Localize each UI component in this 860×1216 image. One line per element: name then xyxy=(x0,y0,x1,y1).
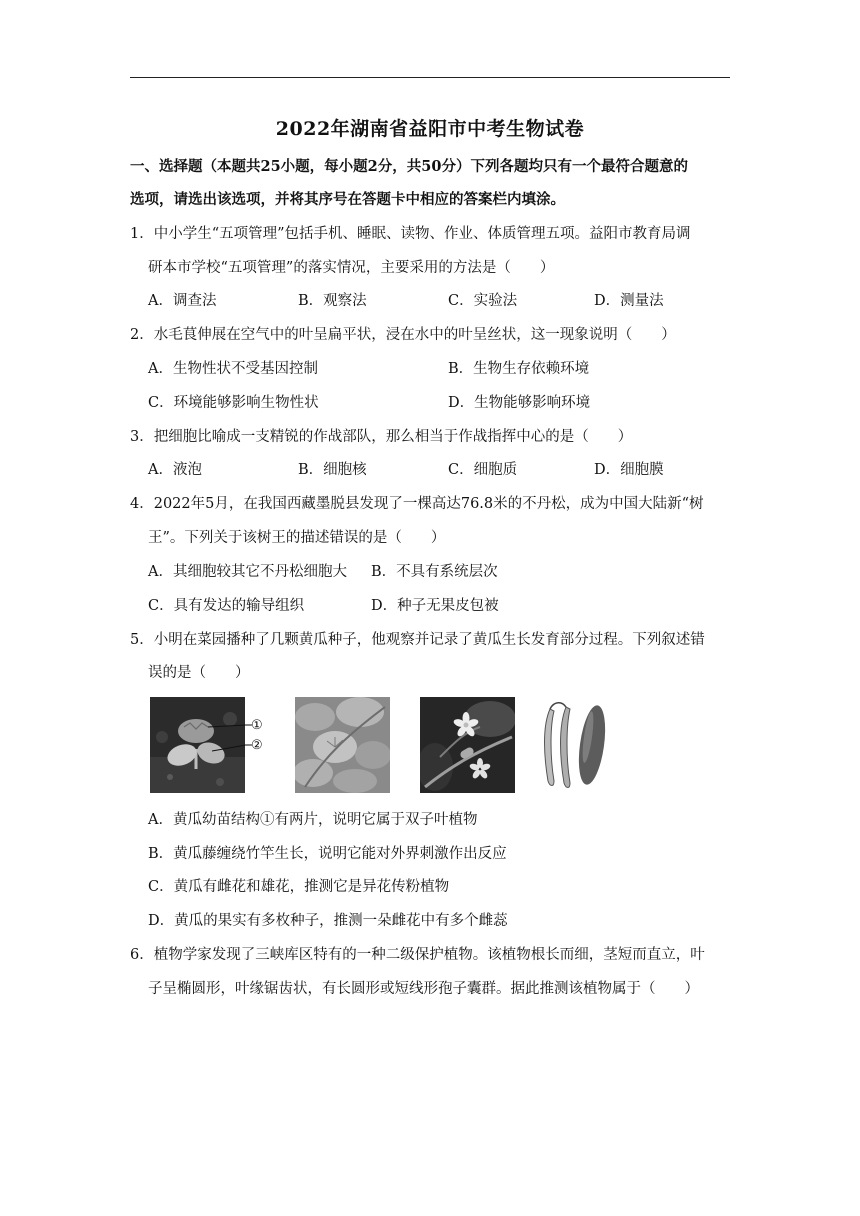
q1-option-c[interactable]: C．实验法 xyxy=(448,293,518,309)
q5-option-b[interactable]: B．黄瓜藤缠绕竹竿生长，说明它能对外界刺激作出反应 xyxy=(148,846,507,862)
q3-option-b[interactable]: B．细胞核 xyxy=(298,462,367,478)
q4-option-a[interactable]: A．其细胞较其它不丹松细胞大 xyxy=(148,564,347,580)
q1-option-d[interactable]: D．测量法 xyxy=(594,293,664,309)
q1-stem-line1: 1．中小学生“五项管理”包括手机、睡眠、读物、作业、体质管理五项。益阳市教育局调 xyxy=(130,226,691,242)
q4-option-d[interactable]: D．种子无果皮包被 xyxy=(371,598,499,614)
q6-stem-line2: 子呈椭圆形，叶缘锯齿状，有长圆形或短线形孢子囊群。据此推测该植物属于（ ） xyxy=(148,981,699,997)
q4-option-b[interactable]: B．不具有系统层次 xyxy=(371,564,498,580)
q5-option-a[interactable]: A．黄瓜幼苗结构①有两片，说明它属于双子叶植物 xyxy=(148,812,478,828)
header-rule xyxy=(130,77,730,78)
q3-stem: 3．把细胞比喻成一支精锐的作战部队，那么相当于作战指挥中心的是（ ） xyxy=(130,429,633,445)
seedling-label-2: ② xyxy=(251,738,263,753)
q4-stem-line2: 王”。下列关于该树王的描述错误的是（ ） xyxy=(148,530,446,546)
cucumber-vine-image xyxy=(295,697,390,793)
q6-stem-line1: 6．植物学家发现了三峡库区特有的一种二级保护植物。该植物根长而细，茎短而直立，叶 xyxy=(130,947,705,963)
page-title: 2022年湖南省益阳市中考生物试卷 xyxy=(275,118,585,140)
section-heading-line1: 一、选择题（本题共25小题，每小题2分，共50分）下列各题均只有一个最符合题意的 xyxy=(130,158,688,175)
q4-option-c[interactable]: C．具有发达的输导组织 xyxy=(148,598,305,614)
q2-option-d[interactable]: D．生物能够影响环境 xyxy=(448,395,591,411)
q4-stem-line1: 4．2022年5月，在我国西藏墨脱县发现了一棵高达76.8米的不丹松，成为中国大陆新“树 xyxy=(130,496,704,512)
q1-option-a[interactable]: A．调查法 xyxy=(148,293,217,309)
q1-option-b[interactable]: B．观察法 xyxy=(298,293,367,309)
cucumber-flower-image xyxy=(420,697,515,793)
q2-option-b[interactable]: B．生物生存依赖环境 xyxy=(448,361,590,377)
q3-option-c[interactable]: C．细胞质 xyxy=(448,462,518,478)
q2-option-a[interactable]: A．生物性状不受基因控制 xyxy=(148,361,318,377)
q3-option-a[interactable]: A．液泡 xyxy=(148,462,202,478)
q1-stem-line2: 研本市学校“五项管理”的落实情况，主要采用的方法是（ ） xyxy=(148,260,555,276)
q3-option-d[interactable]: D．细胞膜 xyxy=(594,462,664,478)
section-heading-line2: 选项，请选出该选项，并将其序号在答题卡中相应的答案栏内填涂。 xyxy=(130,191,565,208)
q5-stem-line1: 5．小明在菜园播种了几颗黄瓜种子，他观察并记录了黄瓜生长发育部分过程。下列叙述错 xyxy=(130,632,705,648)
q5-option-c[interactable]: C．黄瓜有雌花和雄花，推测它是异花传粉植物 xyxy=(148,879,450,895)
seedling-label-1: ① xyxy=(251,718,263,733)
q2-stem: 2．水毛茛伸展在空气中的叶呈扁平状，浸在水中的叶呈丝状，这一现象说明（ ） xyxy=(130,327,676,343)
q5-option-d[interactable]: D．黄瓜的果实有多枚种子，推测一朵雌花中有多个雌蕊 xyxy=(148,913,508,929)
q5-stem-line2: 误的是（ ） xyxy=(148,665,250,681)
q2-option-c[interactable]: C．环境能够影响生物性状 xyxy=(148,395,319,411)
cucumber-fruit-image xyxy=(536,697,608,793)
